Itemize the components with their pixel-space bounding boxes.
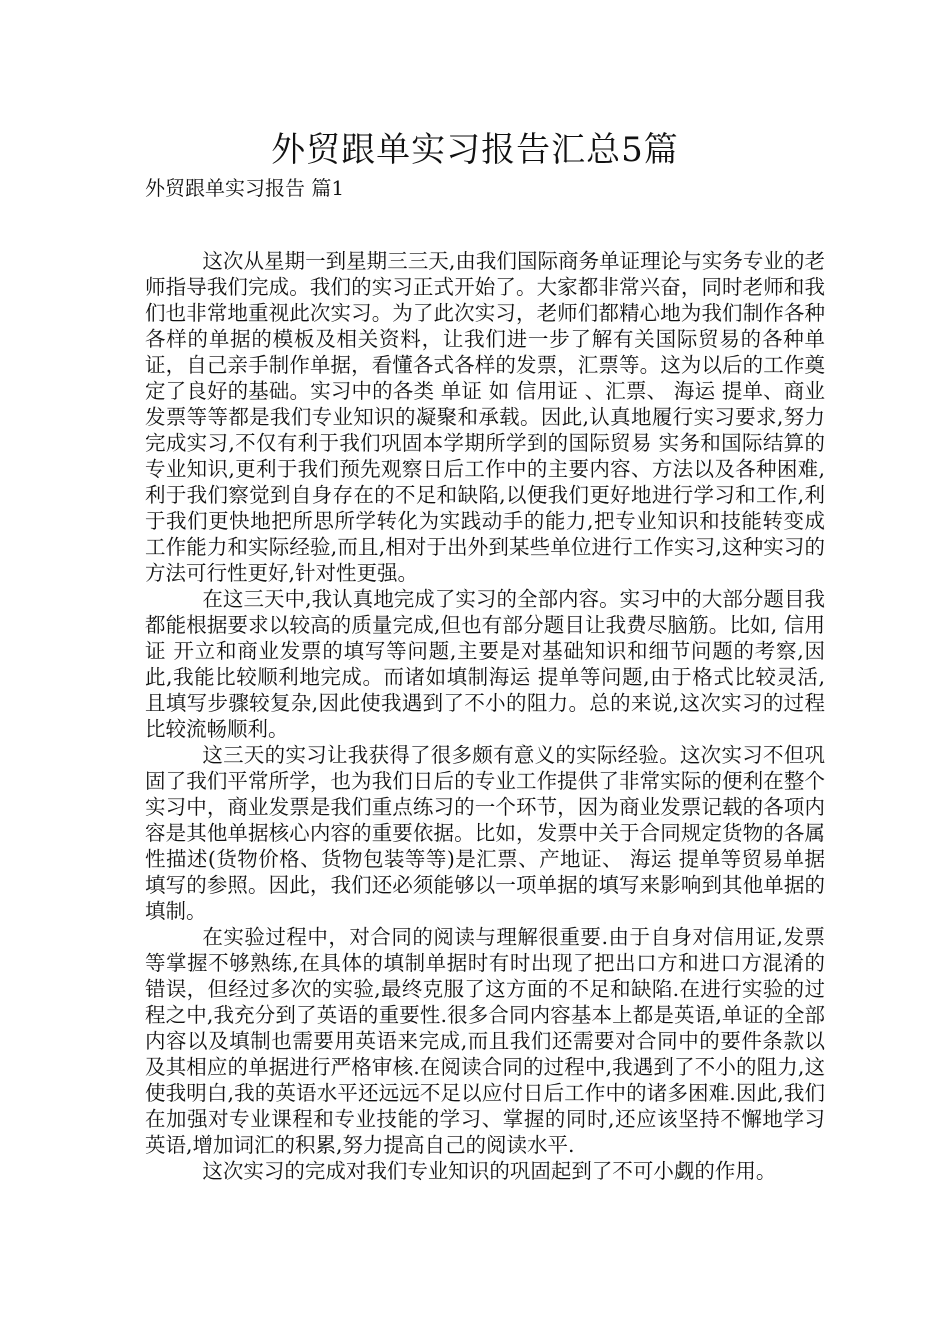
paragraph: 在实验过程中，对合同的阅读与理解很重要.由于自身对信用证,发票等掌握不够熟练,在具体的填制单据时有时出现了把出口方和进口方混淆的错误，但经过多次的实验,最终克服了这方面的不足和缺陷.在进行实验的过程之中,我充分到了英语的重要性.很多合同内容基本上都是英语,单证的全部内容以及填制也需要用英语来完成,而且我们还需要对合同中的要件条款以及其相应的单据进行严格审核.在阅读合同的过程中,我遇到了不小的阻力,这使我明白,我的英语水平还远远不足以应付日后工作中的诸多困难.因此,我们在加强对专业课程和专业技能的学习、掌握的同时,还应该坚持不懈地学习英语,增加词汇的积累,努力提高自己的阅读水平. — [145, 925, 825, 1157]
paragraph: 这次从星期一到星期三三天,由我们国际商务单证理论与实务专业的老师指导我们完成。我们的实习正式开始了。大家都非常兴奋，同时老师和我们也非常地重视此次实习。为了此次实习，老师们都精心地为我们制作各种各样的单据的模板及相关资料，让我们进一步了解有关国际贸易的各种单证，自己亲手制作单据，看懂各式各样的发票，汇票等。这为以后的工作奠定了良好的基础。实习中的各类 单证 如 信用证 、汇票、 海运 提单、商业发票等等都是我们专业知识的凝聚和承载。因此,认真地履行实习要求,努力完成实习,不仅有利于我们巩固本学期所学到的国际贸易 实务和国际结算的专业知识,更利于我们预先观察日后工作中的主要内容、方法以及各种困难,利于我们察觉到自身存在的不足和缺陷,以便我们更好地进行学习和工作,利于我们更快地把所思所学转化为实践动手的能力,把专业知识和技能转变成工作能力和实际经验,而且,相对于出外到某些单位进行工作实习,这种实习的方法可行性更好,针对性更强。 — [145, 249, 825, 585]
page-title: 外贸跟单实习报告汇总5篇 — [271, 130, 679, 170]
document-body — [145, 248, 825, 1184]
paragraph: 在这三天中,我认真地完成了实习的全部内容。实习中的大部分题目我都能根据要求以较高的质量完成,但也有部分题目让我费尽脑筋。比如, 信用证 开立和商业发票的填写等问题,主要是对基础知识和细节问题的考察,因此,我能比较顺利地完成。而诸如填制海运 提单等问题,由于格式比较灵活,且填写步骤较复杂,因此使我遇到了不小的阻力。总的来说,这次实习的过程比较流畅顺利。 — [145, 587, 825, 741]
paragraph: 这三天的实习让我获得了很多颇有意义的实际经验。这次实习不但巩固了我们平常所学，也为我们日后的专业工作提供了非常实际的便利在整个实习中，商业发票是我们重点练习的一个环节，因为商业发票记载的各项内容是其他单据核心内容的重要依据。比如，发票中关于合同规定货物的各属性描述(货物价格、货物包装等等)是汇票、产地证、 海运 提单等贸易单据填写的参照。因此，我们还必须能够以一项单据的填写来影响到其他单据的填制。 — [145, 743, 825, 923]
paragraph: 这次实习的完成对我们专业知识的巩固起到了不可小觑的作用。 — [202, 1159, 777, 1183]
section-heading: 外贸跟单实习报告 篇1 — [145, 176, 345, 200]
